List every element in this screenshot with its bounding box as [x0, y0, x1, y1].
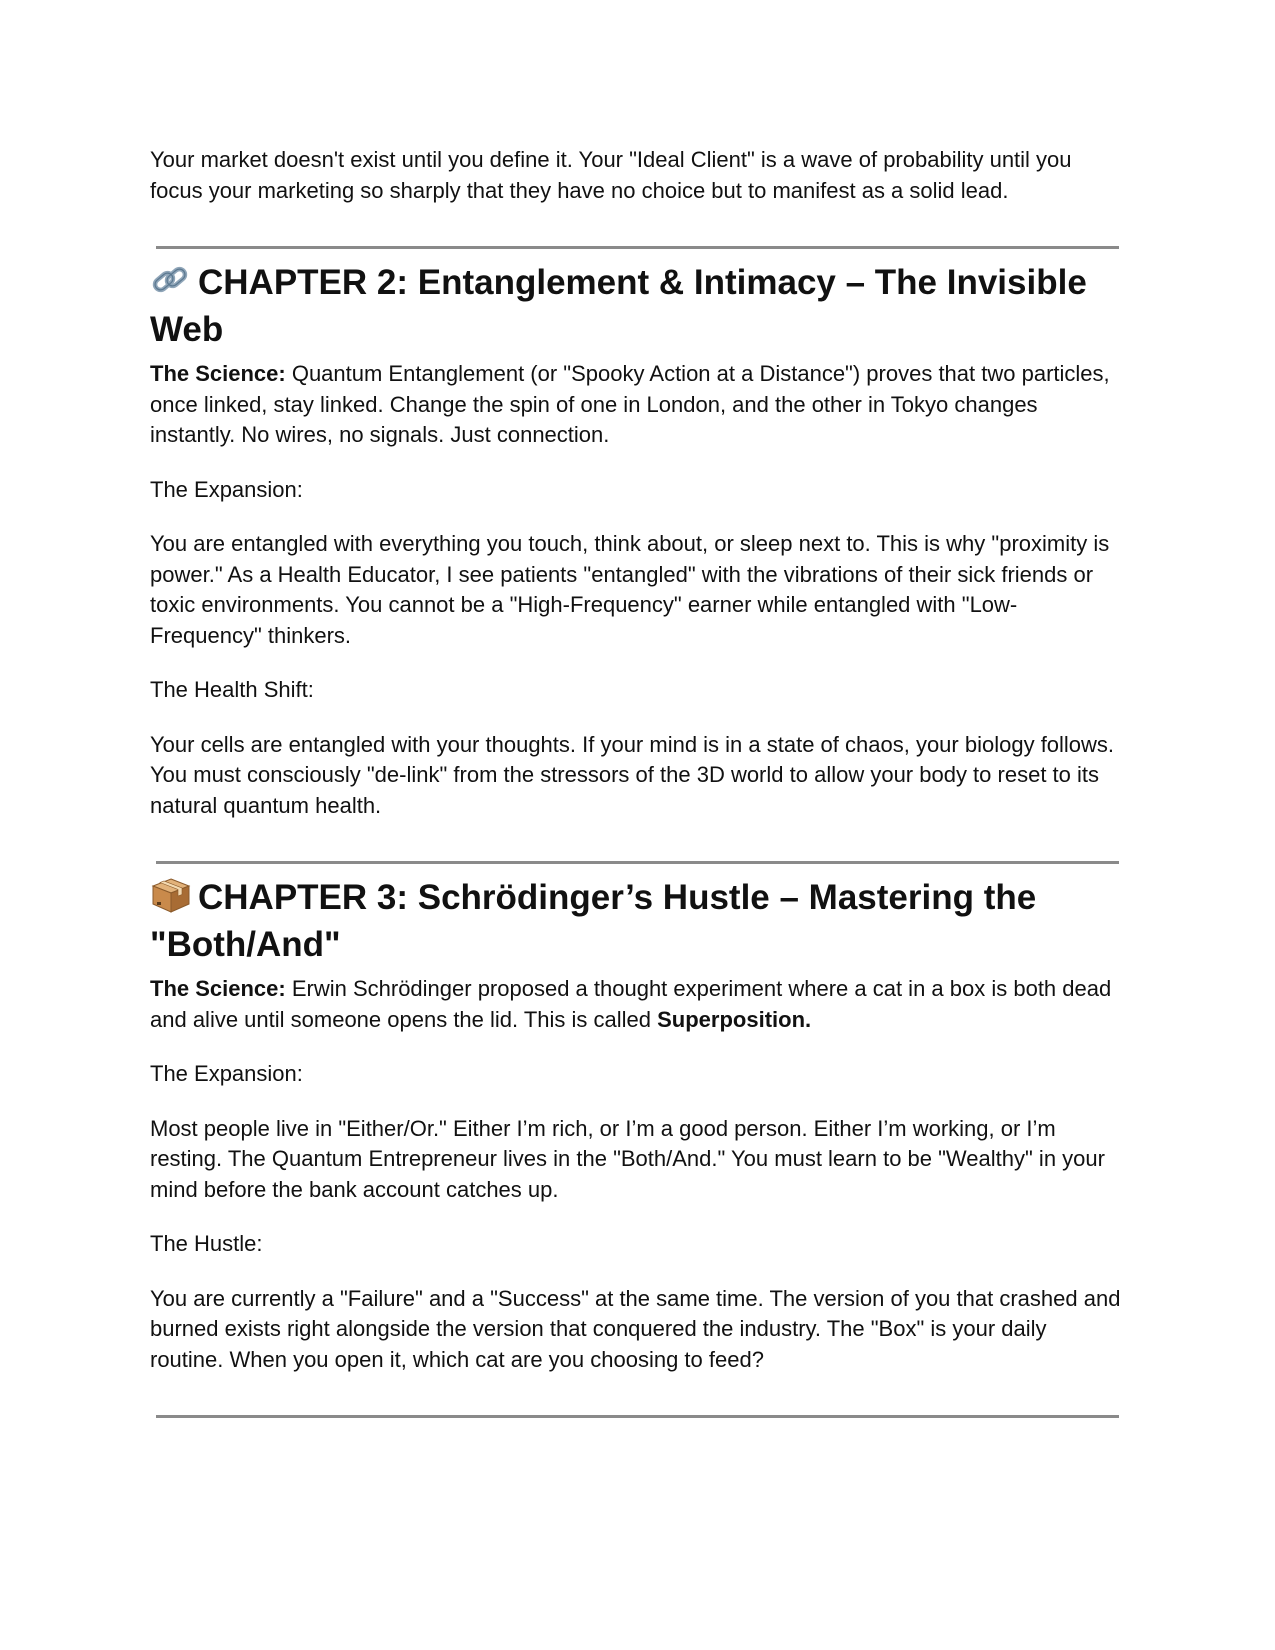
chapter-2-heading	[150, 259, 1125, 353]
package-icon	[150, 877, 192, 913]
chapter-2-science	[150, 359, 1125, 451]
chapter-3-science-label: The Science:	[150, 976, 286, 1001]
chapter-3-expansion-label: The Expansion:	[150, 1061, 303, 1086]
intro-paragraph: Your market doesn't exist until you define it. Your "Ideal Client" is a wave of probability until you focus your marketing so sharply that they have no choice but to manifest as a solid lead.	[150, 147, 1072, 203]
chapter-3-hustle-text: You are currently a "Failure" and a "Success" at the same time. The version of you that crashed and burned exists right alongside the version that conquered the industry. The "Box" is your daily routine. When you open it, which cat are you choosing to feed?	[150, 1285, 1121, 1372]
chapter-2-shift-label: The Health Shift:	[150, 677, 314, 702]
chapter-3-science-text: Erwin Schrödinger proposed a thought experiment where a cat in a box is both dead and alive until someone opens the lid. This is called	[150, 976, 1112, 1032]
chapter-2-shift-text: Your cells are entangled with your thoughts. If your mind is in a state of chaos, your biology follows. You must consciously "de-link" from the stressors of the 3D world to allow your body to reset to its natural quantum health.	[150, 731, 1115, 818]
document-page	[150, 145, 1125, 1418]
chapter-3-science-bold: Superposition.	[657, 1006, 812, 1032]
section-divider	[156, 1415, 1119, 1418]
chapter-2-title: CHAPTER 2: Entanglement & Intimacy – The Invisible Web	[150, 263, 1087, 349]
chapter-3-heading	[150, 874, 1125, 968]
chapter-3-title: CHAPTER 3: Schrödinger’s Hustle – Mastering the "Both/And"	[150, 878, 1037, 964]
chapter-2-science-label: The Science:	[150, 361, 286, 386]
chapter-3-science	[150, 974, 1125, 1035]
section-divider	[156, 246, 1119, 249]
chapter-2-expansion-text: You are entangled with everything you touch, think about, or sleep next to. This is why "proximity is power." As a Health Educator, I see patients "entangled" with the vibrations of their sick friends or toxic environments. You cannot be a "High-Frequency" earner while entangled with "Low-Frequency" thinkers.	[150, 531, 1110, 648]
link-icon	[150, 262, 192, 298]
section-divider	[156, 861, 1119, 864]
chapter-3-hustle-label: The Hustle:	[150, 1231, 263, 1256]
chapter-3	[150, 874, 1125, 1375]
chapter-3-expansion-text: Most people live in "Either/Or." Either I’m rich, or I’m a good person. Either I’m working, or I’m resting. The Quantum Entrepreneur lives in the "Both/And." You must learn to be "Wealthy" in your mind before the bank account catches up.	[150, 1115, 1105, 1202]
chapter-2	[150, 259, 1125, 821]
chapter-2-science-text: Quantum Entanglement (or "Spooky Action at a Distance") proves that two particles, once linked, stay linked. Change the spin of one in London, and the other in Tokyo changes instantly. No wires, no signals. Just connection.	[150, 361, 1110, 447]
chapter-2-expansion-label: The Expansion:	[150, 476, 303, 502]
